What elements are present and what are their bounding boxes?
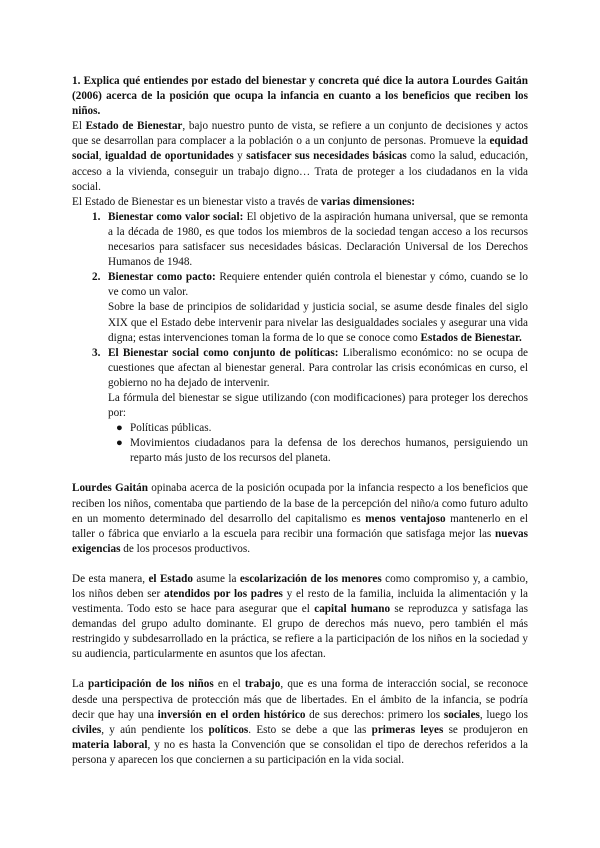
text: , luego los (479, 708, 528, 721)
bold-term: atendidos por los padres (163, 588, 283, 600)
spacer (72, 557, 528, 572)
paragraph-gaitan (72, 481, 528, 556)
list-item-title: El Bienestar social como conjunto de políticas: (108, 346, 339, 359)
text: , (98, 150, 105, 163)
paragraph-definition (72, 119, 528, 194)
list-item (72, 210, 528, 270)
bold-term: equidad social (72, 135, 528, 163)
list-item-text: Requiere entender quién controla el bienestar y cómo, cuando se lo ve como un valor. (108, 271, 528, 299)
bold-term: sociales (443, 708, 480, 721)
bullet-item (72, 421, 528, 436)
text: , bajo nuestro punto de vista, se refiere a un conjunto de decisiones y actos que se desarrollan para complacer a la población o a un conjunto de personas. Promueve la (72, 120, 528, 148)
list-item (72, 346, 528, 421)
bold-term: políticos (208, 723, 249, 736)
bold-term: Estado de Bienestar (85, 120, 183, 133)
bold-term: trabajo (244, 678, 281, 691)
text: . Esto se debe a que las (248, 723, 372, 736)
bold-term: Estados de Bienestar. (420, 331, 522, 344)
text: de sus derechos: primero los (305, 708, 444, 721)
list-item-extra: La fórmula del bienestar se sigue utilizando (con modificaciones) para proteger los derechos por: (108, 391, 528, 420)
bold-term: satisfacer sus necesidades básicas (246, 150, 407, 163)
text: El Estado de Bienestar es un bienestar visto a través de (72, 195, 321, 208)
dimensions-list (72, 210, 528, 421)
list-item (72, 270, 528, 345)
bold-term: capital humano (314, 603, 391, 616)
bullet-text: Movimientos ciudadanos para la defensa de los derechos humanos, persiguiendo un reparto más justo de los recursos del planeta. (130, 437, 528, 465)
bold-term: varias dimensiones: (320, 195, 416, 208)
bullet-icon: ● (116, 437, 123, 450)
paragraph-participation (72, 677, 528, 768)
paragraph-dimensions (72, 195, 528, 210)
text: , que es una forma de interacción social, se reconoce desde una perspectiva de protección más que de libertades. En el ámbito de la infancia, se podría decir que hay una (72, 678, 528, 721)
text: de los procesos productivos. (120, 542, 251, 555)
text: y (233, 150, 247, 163)
bold-term: inversión en el orden histórico (157, 708, 306, 721)
text: y el resto de la familia, incluida la alimentación y la vestimenta. Todo esto se hace para asegurar que el (72, 588, 528, 616)
bold-term: materia laboral (72, 738, 148, 751)
bold-term: participación de los niños (88, 678, 214, 691)
bold-term: igualdad de oportunidades (104, 150, 234, 163)
question-heading: 1. Explica qué entiendes por estado del bienestar y concreta qué dice la autora Lourdes Gaitán (2006) acerca de la posición que ocupa la infancia en cuanto a los beneficios que reciben los niños. (72, 75, 528, 118)
text: La (72, 678, 88, 691)
bold-term: civiles (72, 723, 102, 736)
text: en el (213, 678, 245, 691)
list-item-text: Liberalismo económico: no se ocupa de cuestiones que afectan al bienestar general. Para controlar las crisis económicas en curso, el gobierno no ha dejado de intervenir. (108, 346, 529, 389)
list-number: 3. (92, 346, 101, 359)
text: Sobre la base de principios de solidaridad y justicia social, se asume desde finales del siglo XIX que el Estado debe intervenir para nivelar las desigualdades sociales y asegurar una vida digna; estas intervenciones toman la forma de lo que se conoce como (108, 301, 528, 344)
text: El (72, 120, 86, 133)
text: se reproduzca y satisfaga las demandas del grupo adulto dominante. El grupo de derechos más nuevo, pero también el más restringido y subdesarrollado en la práctica, se refiere a la participación de los niños en la sociedad y su audiencia, particularmente en asuntos que los afectan. (72, 603, 528, 661)
text: se produjeron en (443, 723, 529, 736)
text: asume la (192, 572, 240, 585)
text: De esta manera, (72, 572, 149, 585)
bold-term: menos ventajoso (365, 512, 446, 525)
bold-term: Lourdes Gaitán (72, 482, 148, 495)
bullet-item (72, 436, 528, 466)
list-item-extra (108, 300, 528, 345)
bullet-list (72, 421, 528, 466)
list-number: 1. (92, 210, 101, 223)
text: mantenerlo en el taller o fábrica que enviarlo a la escuela para recibir una formación que satisfaga mejor las (72, 512, 528, 540)
text: como compromiso y, a cambio, los niños deben ser (72, 572, 529, 600)
document-page (72, 74, 528, 768)
bold-term: primeras leyes (371, 723, 444, 736)
list-number: 2. (92, 271, 101, 284)
list-item-title: Bienestar como pacto: (108, 271, 216, 284)
paragraph-state (72, 572, 528, 663)
spacer (72, 662, 528, 677)
bullet-text: Políticas públicas. (130, 422, 212, 435)
bold-term: el Estado (148, 572, 193, 585)
text: opinaba acerca de la posición ocupada por la infancia respecto a los beneficios que reciben los niños, comentaba que partiendo de la base de la percepción del niño/a como futuro adulto en un momento determinado del desarrollo del capitalismo es (72, 482, 528, 525)
text: , y no es hasta la Convención que se consolidan el tipo de derechos referidos a la persona y aparecen los que conciernen a su participación en la vida social. (72, 738, 528, 766)
list-item-title: Bienestar como valor social: (108, 210, 244, 223)
bold-term: nuevas exigencias (72, 527, 528, 555)
list-item-text: El objetivo de la aspiración humana universal, que se remonta a la década de 1980, es que todos los miembros de la sociedad tengan acceso a los recursos necesarios para satisfacer sus necesidades básicas. Declaración Universal de los Derechos Humanos de 1948. (108, 210, 528, 269)
spacer (72, 466, 528, 481)
text: como la salud, educación, acceso a la vivienda, conseguir un trabajo digno… Trata de proteger a los ciudadanos en la vida social. (72, 150, 528, 193)
text: , y aún pendiente los (101, 723, 209, 736)
bold-term: escolarización de los menores (239, 572, 382, 585)
bullet-icon: ● (116, 422, 123, 435)
